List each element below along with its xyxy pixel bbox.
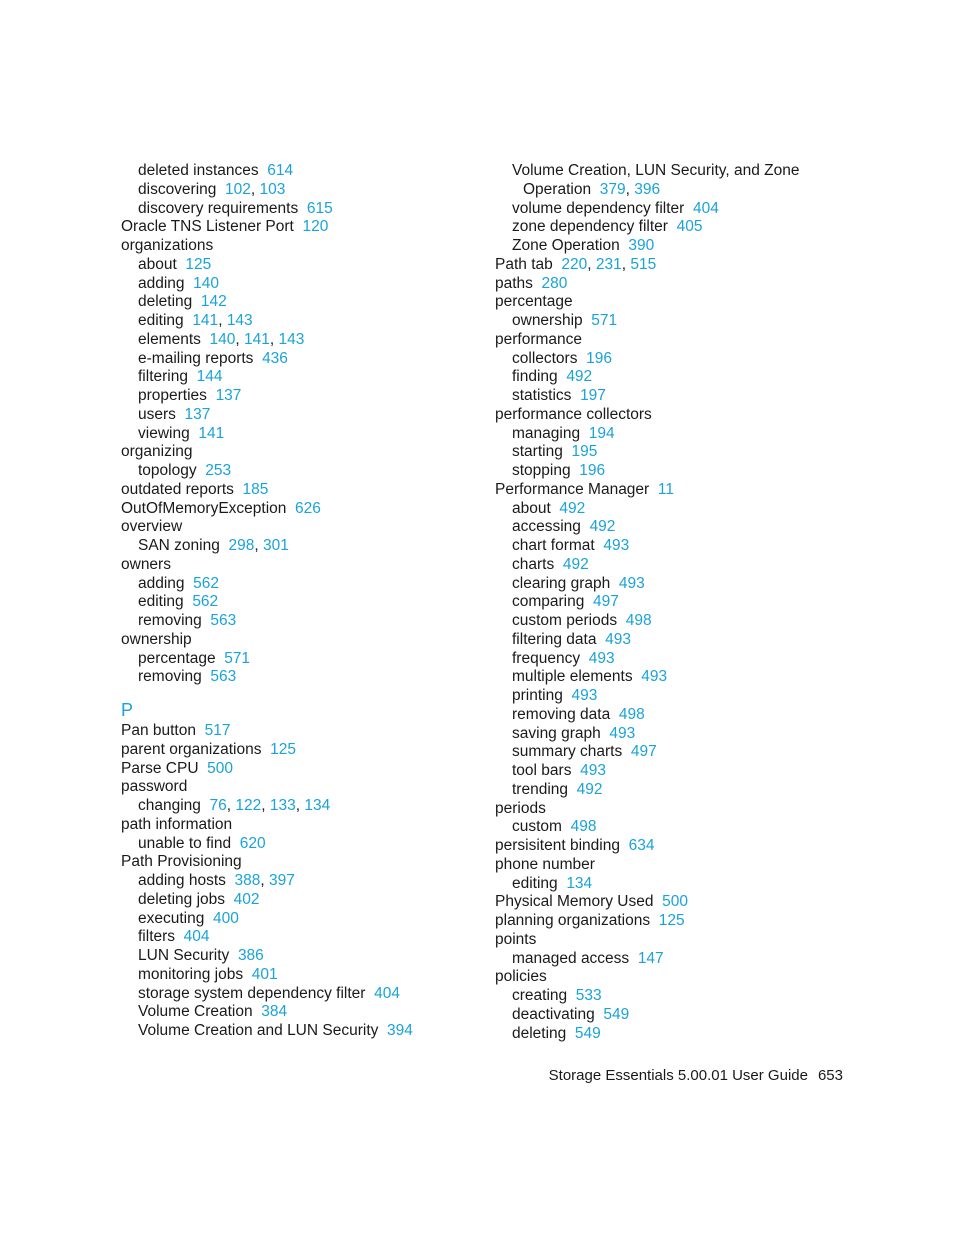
entry-term: deleting jobs bbox=[138, 890, 226, 908]
entry-term: overview bbox=[121, 518, 183, 536]
index-entry bbox=[495, 837, 825, 856]
page-link[interactable]: 137 bbox=[184, 405, 211, 423]
entry-term: trending bbox=[512, 780, 569, 798]
entry-term: password bbox=[121, 778, 188, 796]
page-link[interactable]: 571 bbox=[224, 649, 251, 667]
entry-term: editing bbox=[138, 312, 184, 329]
page-link[interactable]: 492 bbox=[562, 555, 589, 573]
page-separator: , bbox=[269, 330, 279, 348]
index-subentry bbox=[121, 312, 481, 331]
footer-title: Storage Essentials 5.00.01 User Guide bbox=[548, 1067, 808, 1084]
entry-term: clearing graph bbox=[512, 574, 611, 592]
entry-term: chart format bbox=[512, 537, 595, 554]
index-entry bbox=[121, 237, 481, 256]
page-link[interactable]: 386 bbox=[237, 947, 264, 964]
index-subentry bbox=[121, 668, 481, 687]
index-subentry bbox=[121, 256, 481, 275]
entry-term: stopping bbox=[512, 462, 571, 479]
page-number: 653 bbox=[817, 1067, 843, 1084]
entry-term: users bbox=[138, 405, 176, 423]
entry-term: deleted instances bbox=[138, 162, 259, 179]
index-entry bbox=[121, 722, 481, 741]
page-footer bbox=[549, 1066, 843, 1086]
entry-term: points bbox=[495, 930, 537, 948]
index-entry bbox=[121, 518, 481, 537]
index-subentry bbox=[495, 612, 825, 631]
index-entry bbox=[495, 800, 825, 819]
index-subentry bbox=[495, 706, 825, 725]
page-link[interactable]: 396 bbox=[634, 180, 661, 198]
entry-term: owners bbox=[121, 555, 171, 573]
entry-term: statistics bbox=[512, 387, 572, 404]
index-entry bbox=[495, 856, 825, 875]
entry-term: saving graph bbox=[512, 724, 601, 742]
index-subentry bbox=[121, 593, 481, 612]
index-entry bbox=[121, 631, 481, 650]
index-subentry bbox=[495, 537, 825, 556]
page-link[interactable]: 497 bbox=[593, 593, 619, 611]
page-link[interactable]: 493 bbox=[580, 762, 606, 779]
page-link[interactable]: 549 bbox=[574, 1024, 601, 1042]
index-subentry bbox=[121, 947, 481, 966]
entry-term: adding bbox=[138, 574, 185, 592]
entry-term: performance bbox=[495, 330, 583, 348]
page-link[interactable]: 125 bbox=[658, 912, 685, 929]
page-link[interactable]: 492 bbox=[566, 368, 593, 386]
page-link[interactable]: 562 bbox=[193, 574, 220, 592]
index-subentry bbox=[121, 537, 481, 556]
index-subentry bbox=[121, 368, 481, 387]
page-link[interactable]: 492 bbox=[559, 499, 586, 517]
page-link[interactable]: 404 bbox=[183, 928, 210, 946]
page-link[interactable]: 141 bbox=[244, 330, 270, 348]
entry-term: unable to find bbox=[138, 834, 232, 852]
index-subentry bbox=[121, 575, 481, 594]
index-entry bbox=[495, 293, 825, 312]
index-entry bbox=[121, 218, 481, 237]
page-link[interactable]: 563 bbox=[210, 668, 237, 686]
entry-term: custom periods bbox=[512, 612, 618, 629]
entry-term: elements bbox=[138, 330, 201, 348]
index-subentry bbox=[121, 275, 481, 294]
page-link[interactable]: 571 bbox=[591, 312, 618, 329]
index-entry bbox=[495, 256, 825, 275]
page-link[interactable]: 134 bbox=[304, 797, 331, 814]
index-subentry bbox=[121, 612, 481, 631]
page-separator: , bbox=[218, 312, 227, 329]
entry-term: Zone Operation bbox=[512, 237, 620, 254]
page-separator: , bbox=[587, 255, 596, 273]
index-column-left bbox=[121, 162, 481, 1041]
index-subentry bbox=[495, 200, 825, 219]
page-link[interactable]: 280 bbox=[541, 274, 568, 292]
index-entry bbox=[495, 968, 825, 987]
page-link[interactable]: 231 bbox=[595, 255, 622, 273]
index-subentry bbox=[121, 650, 481, 669]
page-separator: , bbox=[226, 797, 236, 814]
page-link[interactable]: 402 bbox=[233, 890, 260, 908]
page-separator: , bbox=[250, 180, 260, 198]
page-link[interactable]: 147 bbox=[637, 949, 664, 967]
index-subentry bbox=[121, 835, 481, 854]
page-link[interactable]: 405 bbox=[676, 218, 703, 236]
entry-term: managed access bbox=[512, 949, 630, 967]
page-link[interactable]: 76 bbox=[209, 797, 227, 814]
index-subentry bbox=[495, 687, 825, 706]
page-link[interactable]: 401 bbox=[251, 965, 278, 983]
entry-term: accessing bbox=[512, 518, 581, 536]
page-link[interactable]: 492 bbox=[589, 518, 616, 536]
index-subentry bbox=[495, 387, 825, 406]
index-subentry bbox=[495, 593, 825, 612]
entry-term: deleting bbox=[138, 293, 193, 311]
index-subentry bbox=[121, 200, 481, 219]
page-link[interactable]: 133 bbox=[269, 797, 296, 814]
entry-term: multiple elements bbox=[512, 668, 633, 686]
entry-term: starting bbox=[512, 443, 563, 461]
entry-term: performance collectors bbox=[495, 405, 652, 423]
index-subentry bbox=[495, 950, 825, 969]
index-subentry bbox=[495, 500, 825, 519]
entry-term: percentage bbox=[138, 649, 216, 667]
entry-term: removing bbox=[138, 612, 202, 629]
index-subentry bbox=[495, 368, 825, 387]
page-link[interactable]: 140 bbox=[193, 274, 220, 292]
entry-term: properties bbox=[138, 387, 207, 404]
entry-term: SAN zoning bbox=[138, 537, 220, 554]
entry-term: removing bbox=[138, 668, 202, 686]
index-subentry bbox=[495, 743, 825, 762]
page-link[interactable]: 141 bbox=[198, 424, 225, 442]
page-link[interactable]: 498 bbox=[618, 705, 645, 723]
page-link[interactable]: 562 bbox=[192, 593, 219, 611]
entry-term: zone dependency filter bbox=[512, 218, 668, 236]
page-link[interactable]: 143 bbox=[226, 312, 253, 329]
entry-term: Oracle TNS Listener Port bbox=[121, 218, 294, 236]
page-link[interactable]: 626 bbox=[295, 499, 321, 517]
entry-term: editing bbox=[138, 593, 184, 611]
entry-term: ownership bbox=[512, 312, 583, 329]
entry-term: Operation bbox=[523, 180, 592, 198]
page-link[interactable]: 493 bbox=[588, 649, 615, 667]
index-subentry bbox=[495, 181, 825, 200]
index-subentry bbox=[495, 781, 825, 800]
page-link[interactable]: 493 bbox=[603, 537, 630, 554]
entry-term: phone number bbox=[495, 855, 595, 873]
index-subentry bbox=[121, 872, 481, 891]
entry-term: monitoring jobs bbox=[138, 965, 244, 983]
page-link[interactable]: 185 bbox=[242, 480, 269, 498]
entry-term: percentage bbox=[495, 293, 573, 311]
entry-term: organizing bbox=[121, 443, 193, 461]
page-link[interactable]: 493 bbox=[618, 574, 645, 592]
index-subentry bbox=[495, 518, 825, 537]
page-link[interactable]: 615 bbox=[306, 199, 333, 217]
index-entry bbox=[121, 443, 481, 462]
index-subentry bbox=[495, 462, 825, 481]
index-subentry bbox=[495, 987, 825, 1006]
index-entry bbox=[121, 556, 481, 575]
entry-term: filtering data bbox=[512, 630, 597, 648]
index-entry bbox=[495, 331, 825, 350]
index-entry bbox=[495, 912, 825, 931]
entry-term: organizations bbox=[121, 237, 214, 254]
entry-term: frequency bbox=[512, 649, 581, 667]
index-subentry bbox=[121, 387, 481, 406]
page-link[interactable]: 436 bbox=[262, 349, 288, 367]
entry-term: managing bbox=[512, 424, 581, 442]
page-separator: , bbox=[625, 180, 635, 198]
page-link[interactable]: 194 bbox=[588, 424, 615, 442]
entry-term: policies bbox=[495, 968, 547, 986]
page-link[interactable]: 493 bbox=[605, 630, 631, 648]
page-separator: , bbox=[235, 330, 245, 348]
page-link[interactable]: 122 bbox=[235, 797, 262, 814]
page-link[interactable]: 384 bbox=[261, 1003, 288, 1021]
entry-term: about bbox=[138, 255, 177, 273]
index-subentry bbox=[121, 928, 481, 947]
index-subentry bbox=[495, 218, 825, 237]
page-link[interactable]: 103 bbox=[259, 180, 286, 198]
page-link[interactable]: 549 bbox=[603, 1005, 630, 1023]
index-subentry bbox=[121, 406, 481, 425]
page-link[interactable]: 379 bbox=[599, 180, 626, 198]
page-separator: , bbox=[295, 797, 305, 814]
page-link[interactable]: 394 bbox=[387, 1022, 413, 1039]
index-entry bbox=[495, 275, 825, 294]
index-subentry bbox=[495, 1006, 825, 1025]
page-link[interactable]: 533 bbox=[575, 987, 602, 1004]
index-entry bbox=[121, 778, 481, 797]
entry-term: storage system dependency filter bbox=[138, 984, 366, 1002]
page-link[interactable]: 141 bbox=[192, 312, 219, 329]
page-link[interactable]: 634 bbox=[628, 837, 655, 854]
page-link[interactable]: 400 bbox=[212, 909, 239, 927]
index-entry bbox=[495, 406, 825, 425]
index-subentry bbox=[121, 966, 481, 985]
page-link[interactable]: 563 bbox=[210, 612, 237, 629]
entry-term: deactivating bbox=[512, 1005, 595, 1023]
index-subentry bbox=[121, 985, 481, 1004]
entry-term: comparing bbox=[512, 593, 585, 611]
entry-term: Performance Manager bbox=[495, 480, 650, 498]
index-entry bbox=[495, 481, 825, 500]
index-subentry bbox=[495, 312, 825, 331]
index-subentry bbox=[121, 181, 481, 200]
entry-term: paths bbox=[495, 274, 533, 292]
page-link[interactable]: 397 bbox=[269, 872, 295, 889]
entry-term: Physical Memory Used bbox=[495, 893, 654, 911]
page-link[interactable]: 253 bbox=[205, 462, 232, 479]
entry-term: Volume Creation, LUN Security, and Zone bbox=[512, 162, 800, 179]
index-subentry bbox=[121, 425, 481, 444]
index-subentry bbox=[121, 293, 481, 312]
page-link[interactable]: 515 bbox=[630, 255, 657, 273]
entry-term: discovery requirements bbox=[138, 199, 299, 217]
index-entry bbox=[495, 893, 825, 912]
index-subentry bbox=[495, 875, 825, 894]
index-subentry bbox=[495, 350, 825, 369]
index-subentry bbox=[495, 1025, 825, 1044]
index-subentry bbox=[121, 462, 481, 481]
section-letter: P bbox=[121, 700, 134, 720]
index-entry bbox=[121, 500, 481, 519]
entry-term: Volume Creation bbox=[138, 1003, 253, 1021]
page-link[interactable]: 493 bbox=[609, 724, 636, 742]
entry-term: changing bbox=[138, 797, 201, 814]
page-link[interactable]: 500 bbox=[207, 759, 234, 777]
page-link[interactable]: 493 bbox=[641, 668, 668, 686]
entry-term: tool bars bbox=[512, 762, 572, 779]
entry-term: creating bbox=[512, 987, 568, 1004]
entry-term: Path Provisioning bbox=[121, 853, 242, 871]
entry-term: LUN Security bbox=[138, 947, 230, 964]
entry-term: volume dependency filter bbox=[512, 199, 685, 217]
entry-term: discovering bbox=[138, 180, 217, 198]
page-link[interactable]: 102 bbox=[225, 180, 251, 198]
page-separator: , bbox=[621, 255, 631, 273]
index-subentry bbox=[121, 1022, 481, 1041]
entry-term: deleting bbox=[512, 1024, 567, 1042]
index-subentry bbox=[495, 556, 825, 575]
page-link[interactable]: 142 bbox=[200, 293, 227, 311]
index-subentry bbox=[121, 910, 481, 929]
index-subentry bbox=[495, 575, 825, 594]
page-link[interactable]: 298 bbox=[228, 537, 255, 554]
index-subentry bbox=[495, 237, 825, 256]
page-link[interactable]: 498 bbox=[570, 818, 597, 836]
entry-term: parent organizations bbox=[121, 740, 262, 758]
index-subentry bbox=[495, 762, 825, 781]
page-link[interactable]: 614 bbox=[267, 162, 294, 179]
entry-term: filtering bbox=[138, 368, 188, 386]
entry-term: finding bbox=[512, 368, 558, 386]
page-link[interactable]: 500 bbox=[662, 893, 688, 911]
entry-term: Volume Creation and LUN Security bbox=[138, 1022, 379, 1039]
entry-term: editing bbox=[512, 874, 558, 892]
index-subentry bbox=[495, 162, 825, 181]
page-link[interactable]: 220 bbox=[561, 255, 588, 273]
entry-term: adding hosts bbox=[138, 872, 226, 889]
page-separator: , bbox=[260, 872, 270, 889]
entry-term: printing bbox=[512, 687, 563, 704]
entry-term: OutOfMemoryException bbox=[121, 499, 287, 517]
index-subentry bbox=[121, 1003, 481, 1022]
entry-term: about bbox=[512, 499, 551, 517]
page-link[interactable]: 11 bbox=[657, 480, 674, 498]
entry-term: path information bbox=[121, 815, 233, 833]
page-link[interactable]: 140 bbox=[209, 330, 236, 348]
page-link[interactable]: 120 bbox=[302, 218, 329, 236]
page-link[interactable]: 497 bbox=[630, 743, 657, 761]
index-column-right bbox=[495, 162, 825, 1043]
page-link[interactable]: 498 bbox=[625, 612, 652, 629]
page-link[interactable]: 404 bbox=[374, 984, 400, 1002]
page-link[interactable]: 493 bbox=[571, 687, 598, 704]
index-subentry bbox=[495, 650, 825, 669]
index-subentry bbox=[495, 725, 825, 744]
page-link[interactable]: 301 bbox=[262, 537, 289, 554]
index-subentry bbox=[121, 331, 481, 350]
entry-term: adding bbox=[138, 274, 185, 292]
page-link[interactable]: 144 bbox=[196, 368, 223, 386]
index-subentry bbox=[495, 668, 825, 687]
page-link[interactable]: 197 bbox=[580, 387, 606, 404]
entry-term: filters bbox=[138, 928, 176, 946]
index-entry bbox=[495, 931, 825, 950]
entry-term: charts bbox=[512, 555, 555, 573]
page-link[interactable]: 404 bbox=[692, 199, 719, 217]
page-link[interactable]: 137 bbox=[215, 387, 242, 404]
index-subentry bbox=[495, 443, 825, 462]
page-link[interactable]: 143 bbox=[278, 330, 305, 348]
entry-term: periods bbox=[495, 799, 546, 817]
entry-term: Parse CPU bbox=[121, 759, 199, 777]
entry-term: Pan button bbox=[121, 722, 196, 739]
page-link[interactable]: 134 bbox=[566, 874, 593, 892]
entry-term: removing data bbox=[512, 705, 611, 723]
page-link[interactable]: 195 bbox=[571, 443, 598, 461]
entry-term: custom bbox=[512, 818, 562, 836]
page-separator: , bbox=[261, 797, 270, 814]
entry-term: ownership bbox=[121, 630, 192, 648]
index-entry bbox=[121, 481, 481, 500]
page-link[interactable]: 517 bbox=[204, 722, 231, 739]
index-subentry bbox=[495, 631, 825, 650]
index-entry bbox=[121, 816, 481, 835]
entry-term: e-mailing reports bbox=[138, 349, 254, 367]
entry-term: collectors bbox=[512, 349, 578, 367]
page-link[interactable]: 388 bbox=[234, 872, 261, 889]
index-subentry bbox=[121, 891, 481, 910]
page-link[interactable]: 125 bbox=[270, 740, 296, 758]
index-subentry bbox=[121, 797, 481, 816]
entry-term: executing bbox=[138, 909, 205, 927]
index-subentry bbox=[121, 162, 481, 181]
index-entry bbox=[121, 741, 481, 760]
page-link[interactable]: 196 bbox=[586, 349, 612, 367]
entry-term: topology bbox=[138, 462, 197, 479]
page-link[interactable]: 125 bbox=[185, 255, 212, 273]
entry-term: summary charts bbox=[512, 743, 623, 761]
index-subentry bbox=[121, 350, 481, 369]
index-subentry bbox=[495, 818, 825, 837]
entry-term: Path tab bbox=[495, 255, 553, 273]
entry-term: viewing bbox=[138, 424, 190, 442]
index-subentry bbox=[495, 425, 825, 444]
index-entry bbox=[121, 760, 481, 779]
index-entry bbox=[121, 853, 481, 872]
entry-term: persisitent binding bbox=[495, 837, 620, 854]
page-link[interactable]: 196 bbox=[579, 462, 606, 479]
page-link[interactable]: 390 bbox=[628, 237, 655, 254]
entry-term: planning organizations bbox=[495, 912, 651, 929]
page-separator: , bbox=[254, 537, 263, 554]
entry-term: outdated reports bbox=[121, 480, 234, 498]
page-link[interactable]: 620 bbox=[239, 834, 266, 852]
page-link[interactable]: 492 bbox=[576, 780, 603, 798]
